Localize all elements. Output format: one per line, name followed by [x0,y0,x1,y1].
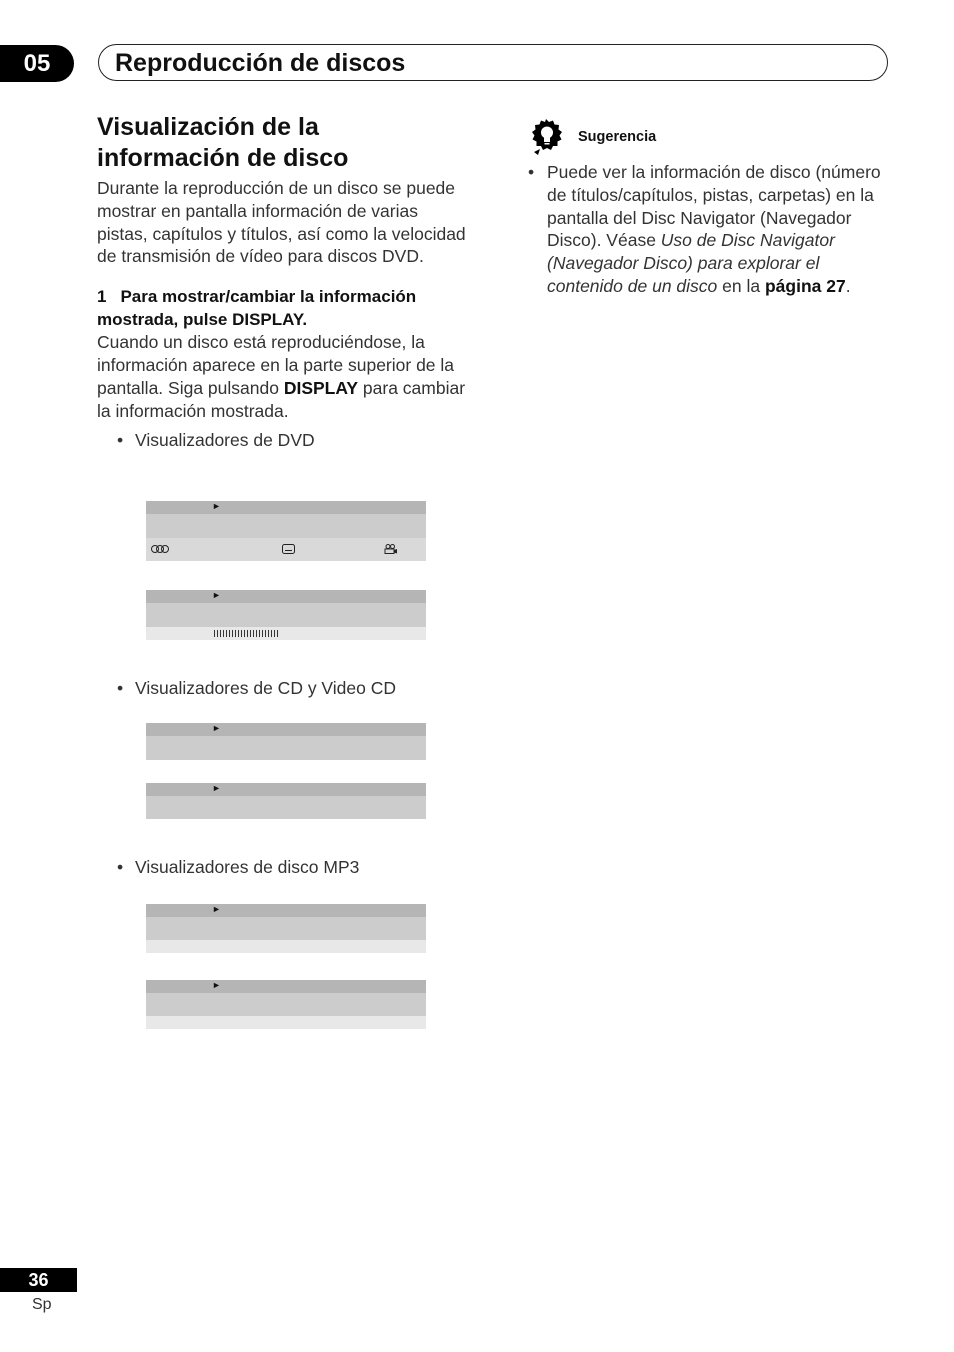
step-heading [97,285,469,331]
bullet-dot: • [117,857,124,877]
lightbulb-icon [528,118,564,156]
osd-top-row [146,980,426,993]
osd-bottom-row [146,538,426,561]
audio-icon [151,544,169,554]
left-column [97,112,469,452]
play-icon: ► [212,501,221,511]
play-icon: ► [212,590,221,600]
play-icon: ► [212,980,221,990]
intro-paragraph: Durante la reproducción de un disco se puede mostrar en pantalla información de varias pistas, capítulos y títulos, así como la velocidad de transmisión de vídeo para discos DVD. [97,178,466,267]
mp3-osd-screen-2 [146,980,426,1029]
step-body-part2: para cambiar la información mostrada. [97,377,466,421]
chapter-title: Reproducción de discos [115,49,406,77]
step-body-part1: Cuando un disco está reproduciéndose, la información aparece en la parte superior de la pantalla. Siga pulsando [97,332,455,398]
step-number: 1 [97,287,107,307]
dvd-osd-screen-1 [146,501,426,561]
right-column [528,118,892,298]
bullet-cd-label: Visualizadores de CD y Video CD [135,678,397,698]
mp3-osd-screen-1 [146,904,426,953]
bullet-dvd-label: Visualizadores de DVD [135,430,315,451]
bullet-dot: • [528,162,535,182]
tip-label: Sugerencia [578,129,657,145]
tip-text-part2: en la [717,275,765,296]
cd-osd-screen-2 [146,783,426,819]
chapter-header-bar [98,44,888,81]
page-language: Sp [32,1296,52,1313]
step-body [97,331,469,422]
subtitle-icon [282,544,295,554]
osd-middle-row [146,736,426,760]
page-number: 36 [0,1268,77,1292]
section-title-line2: información de disco [97,144,349,172]
bitrate-meter [214,630,278,637]
osd-bottom-row [146,1016,426,1029]
osd-bottom-row [146,940,426,953]
osd-top-row [146,501,426,514]
osd-bottom-row [146,627,426,640]
bullet-dvd [97,429,469,452]
osd-top-row [146,783,426,796]
osd-top-row [146,723,426,736]
tip-text-part1: Puede ver la información de disco (número de títulos/capítulos, pistas, carpetas) en la pantalla del Disc Navigator (Navegador Disco). Véase [547,162,881,251]
osd-top-row [146,590,426,603]
osd-middle-row [146,514,426,538]
play-icon: ► [212,783,221,793]
bullet-cd [97,677,396,700]
camera-angle-icon [384,544,398,554]
chapter-number-badge: 05 [0,45,74,82]
osd-middle-row [146,603,426,627]
cd-osd-screen-1 [146,723,426,760]
bullet-mp3 [97,856,359,879]
osd-middle-row [146,917,426,940]
bullet-mp3-label: Visualizadores de disco MP3 [135,857,360,877]
play-icon: ► [212,904,221,914]
osd-top-row [146,904,426,917]
dvd-osd-screen-2 [146,590,426,640]
bullet-dot: • [117,678,124,698]
tip-text-italic: Uso de Disc Navigator (Navegador Disco) para explorar el contenido de un disco [547,230,835,296]
osd-middle-row [146,796,426,819]
step-title: Para mostrar/cambiar la información mostrada, pulse DISPLAY. [97,287,417,330]
display-key: DISPLAY [283,377,359,398]
osd-middle-row [146,993,426,1016]
tip-text-part3: . [845,275,851,296]
tip-text [528,161,892,298]
section-title [97,112,469,174]
tip-page-ref: página 27 [764,275,846,296]
play-icon: ► [212,723,221,733]
section-title-line1: Visualización de la [97,113,319,141]
tip-header [528,118,892,156]
bullet-dot: • [117,430,124,451]
